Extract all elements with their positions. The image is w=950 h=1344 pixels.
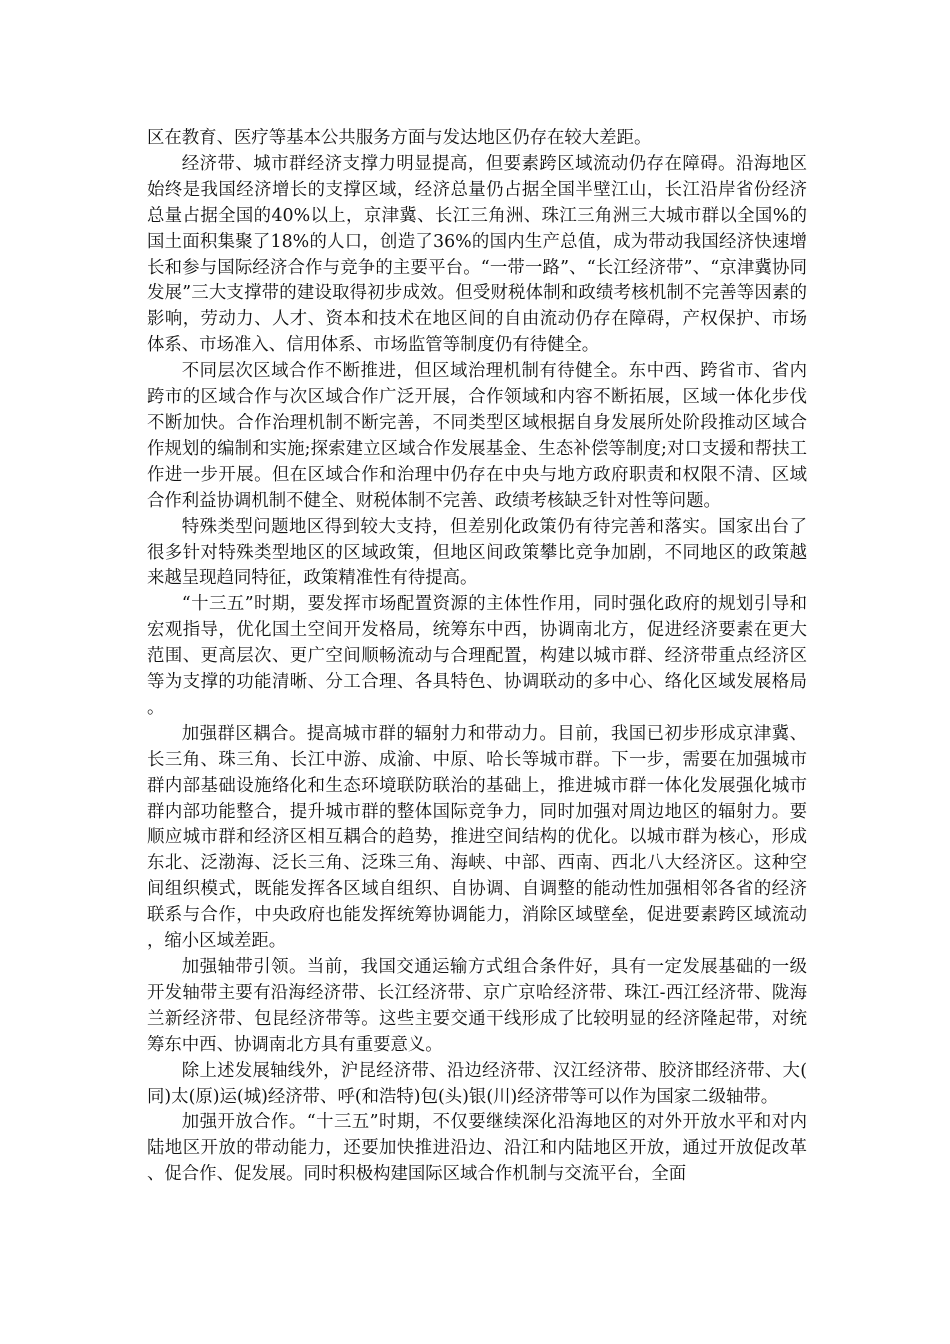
paragraph-4: 特殊类型问题地区得到较大支持，但差别化政策仍有待完善和落实。国家出台了很多针对特殊类型地区的区域政策，但地区间政策攀比竞争加剧，不同地区的政策越来越呈现趋同特征，政策精准性有待提高。: [147, 516, 807, 589]
paragraph-9: 加强开放合作。“十三五”时期，不仅要继续深化沿海地区的对外开放水平和对内陆地区开放的带动能力，还要加快推进沿边、沿江和内陆地区开放，通过开放促改革、促合作、促发展。同时积极构建国际区域合作机制与交流平台，全面: [147, 1112, 807, 1185]
paragraph-7: 加强轴带引领。当前，我国交通运输方式组合条件好，具有一定发展基础的一级开发轴带主要有沿海经济带、长江经济带、京广京哈经济带、珠江-西江经济带、陇海兰新经济带、包昆经济带等。这些主要交通干线形成了比较明显的经济隆起带，对统筹东中西、协调南北方具有重要意义。: [147, 957, 807, 1055]
document-page: [147, 126, 807, 1188]
paragraph-6: 加强群区耦合。提高城市群的辐射力和带动力。目前，我国已初步形成京津冀、长三角、珠三角、长江中游、成渝、中原、哈长等城市群。下一步，需要在加强城市群内部基础设施络化和生态环境联防联治的基础上，推进城市群一体化发展强化城市群内部功能整合，提升城市群的整体国际竞争力，同时加强对周边地区的辐射力。要顺应城市群和经济区相互耦合的趋势，推进空间结构的优化。以城市群为核心，形成东北、泛渤海、泛长三角、泛珠三角、海峡、中部、西南、西北八大经济区。这种空间组织模式，既能发挥各区域自组织、自协调、自调整的能动性加强相邻各省的经济联系与合作，中央政府也能发挥统筹协调能力，消除区域壁垒，促进要素跨区域流动，缩小区域差距。: [147, 723, 807, 952]
paragraph-2: 经济带、城市群经济支撑力明显提高，但要素跨区域流动仍存在障碍。沿海地区始终是我国经济增长的支撑区域，经济总量仍占据全国半壁江山，长江沿岸省份经济总量占据全国的40%以上，京津冀、长江三角洲、珠江三角洲三大城市群以全国%的国土面积集聚了18%的人口，创造了36%的国内生产总值，成为带动我国经济快速增长和参与国际经济合作与竞争的主要平台。“一带一路”、“长江经济带”、“京津冀协同发展”三大支撑带的建设取得初步成效。但受财税体制和政绩考核机制不完善等因素的影响，劳动力、人才、资本和技术在地区间的自由流动仍存在障碍，产权保护、市场体系、市场准入、信用体系、市场监管等制度仍有待健全。: [147, 153, 807, 356]
paragraph-1: 区在教育、医疗等基本公共服务方面与发达地区仍存在较大差距。: [147, 128, 652, 148]
paragraph-5: “十三五”时期，要发挥市场配置资源的主体性作用，同时强化政府的规划引导和宏观指导，优化国土空间开发格局，统筹东中西，协调南北方，促进经济要素在更大范围、更高层次、更广空间顺畅流动与合理配置，构建以城市群、经济带重点经济区等为支撑的功能清晰、分工合理、各具特色、协调联动的多中心、络化区域发展格局。: [147, 594, 807, 718]
paragraph-3: 不同层次区域合作不断推进，但区域治理机制有待健全。东中西、跨省市、省内跨市的区域合作与次区域合作广泛开展，合作领域和内容不断拓展，区域一体化步伐不断加快。合作治理机制不断完善，不同类型区域根据自身发展所处阶段推动区域合作规划的编制和实施;探索建立区域合作发展基金、生态补偿等制度;对口支援和帮扶工作进一步开展。但在区域合作和治理中仍存在中央与地方政府职责和权限不清、区域合作利益协调机制不健全、财税体制不完善、政绩考核缺乏针对性等问题。: [147, 361, 807, 511]
paragraph-8: 除上述发展轴线外，沪昆经济带、沿边经济带、汉江经济带、胶济邯经济带、大(同)太(原)运(城)经济带、呼(和浩特)包(头)银(川)经济带等可以作为国家二级轴带。: [147, 1060, 807, 1107]
